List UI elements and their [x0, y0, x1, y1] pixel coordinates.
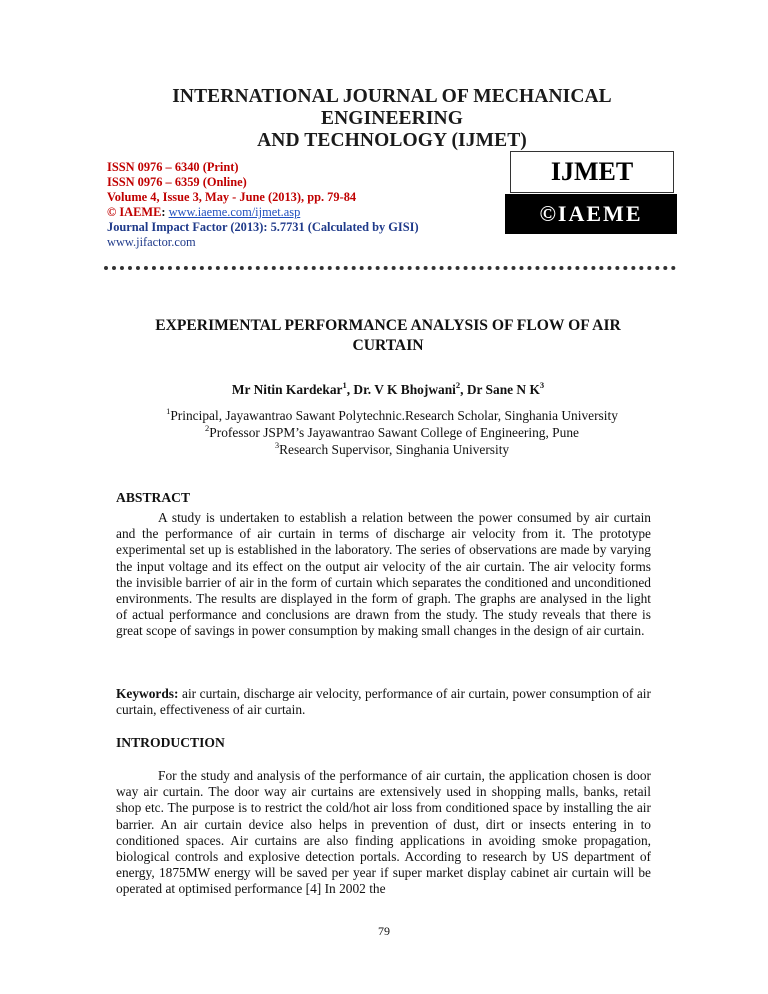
- affiliation-text: Research Supervisor, Singhania University: [279, 442, 510, 457]
- author-superscript: 3: [539, 379, 545, 390]
- author-superscript: 1: [342, 379, 347, 390]
- copyright-separator: :: [161, 205, 169, 219]
- issn-print: ISSN 0976 – 6340 (Print): [107, 160, 239, 174]
- jif-url-link[interactable]: www.jifactor.com: [107, 235, 196, 249]
- affiliation-text: Professor JSPM’s Jayawantrao Sawant College of Engineering, Pune: [209, 425, 579, 440]
- introduction-text: For the study and analysis of the performance of air curtain, the application chosen is door way air curtain. The door way air curtains are extensively used in shopping malls, banks, retail shop etc. The purpose is to restrict the cold/hot air loss from conditioned space by installing the air barrier. An air curtain device also helps in prevention of dust, dirt or insects entering in to conditioned spaces. Air curtains are also finding applications in avoiding smoke propagation, biological controls and explosive detection portals. According to research by US department of energy, 1875MW energy will be saved per year if super market display cabinet air curtain will be operated at optimised performance [4] In 2002 the: [116, 768, 651, 897]
- iaeme-logo: ©IAEME: [505, 194, 677, 234]
- paper-title-line1: EXPERIMENTAL PERFORMANCE ANALYSIS OF FLOW OF AIR: [155, 317, 621, 334]
- keywords-label: Keywords:: [116, 686, 179, 701]
- affiliation: [100, 439, 684, 458]
- paper-title: [120, 316, 656, 356]
- author-list: [130, 379, 646, 398]
- keywords-text: air curtain, discharge air velocity, performance of air curtain, power consumption of air curtain, effectiveness of air curtain.: [116, 686, 651, 718]
- author-name: Dr Sane N K: [466, 382, 540, 397]
- affiliation: [100, 422, 684, 441]
- dotted-divider: [104, 266, 676, 270]
- issn-online: ISSN 0976 – 6359 (Online): [107, 175, 247, 189]
- affiliation-text: Principal, Jayawantrao Sawant Polytechnic.Research Scholar, Singhania University: [170, 408, 618, 423]
- affiliation-superscript: 1: [166, 405, 171, 416]
- introduction-heading: INTRODUCTION: [116, 735, 225, 750]
- abstract-text: A study is undertaken to establish a relation between the power consumed by air curtain and the performance of air curtain in terms of discharge air velocity from it. The prototype experimental set up is established in the laboratory. The series of observations are made by varying the input voltage and its effect on the output air velocity of the air curtain. The air velocity forms the invisible barrier of air in the form of curtain which separates the conditioned and unconditioned environments. The results are displayed in the form of graph. The graphs are analysed in the light of actual performance and conclusions are drawn from the study. The study reveals that there is great scope of savings in power consumption by making small changes in the design of air curtain.: [116, 510, 651, 639]
- author-superscript: 2: [455, 379, 461, 390]
- ijmet-logo: IJMET: [510, 151, 674, 193]
- author-separator: ,: [346, 382, 354, 397]
- abstract-heading: ABSTRACT: [116, 490, 191, 505]
- journal-metadata: [107, 160, 419, 250]
- journal-title-line2: AND TECHNOLOGY (IJMET): [257, 130, 527, 151]
- impact-factor: Journal Impact Factor (2013): 5.7731 (Calculated by GISI): [107, 220, 419, 234]
- author-separator: ,: [460, 382, 467, 397]
- affiliation-superscript: 2: [205, 422, 210, 433]
- journal-url-link[interactable]: www.iaeme.com/ijmet.asp: [168, 205, 301, 219]
- author-name: Mr Nitin Kardekar: [231, 382, 343, 397]
- journal-title-line1: INTERNATIONAL JOURNAL OF MECHANICAL ENGINEERING: [172, 86, 612, 129]
- journal-title: [100, 86, 684, 152]
- author-name: Dr. V K Bhojwani: [353, 382, 456, 397]
- keywords: [116, 686, 651, 718]
- affiliation-superscript: 3: [274, 439, 280, 450]
- copyright-label: © IAEME: [107, 205, 162, 219]
- paper-title-line2: CURTAIN: [352, 337, 424, 354]
- volume-info: Volume 4, Issue 3, May - June (2013), pp. 79-84: [107, 190, 357, 204]
- copyright-line: [107, 205, 419, 220]
- page-number: 79: [378, 924, 390, 938]
- affiliation: [100, 405, 684, 424]
